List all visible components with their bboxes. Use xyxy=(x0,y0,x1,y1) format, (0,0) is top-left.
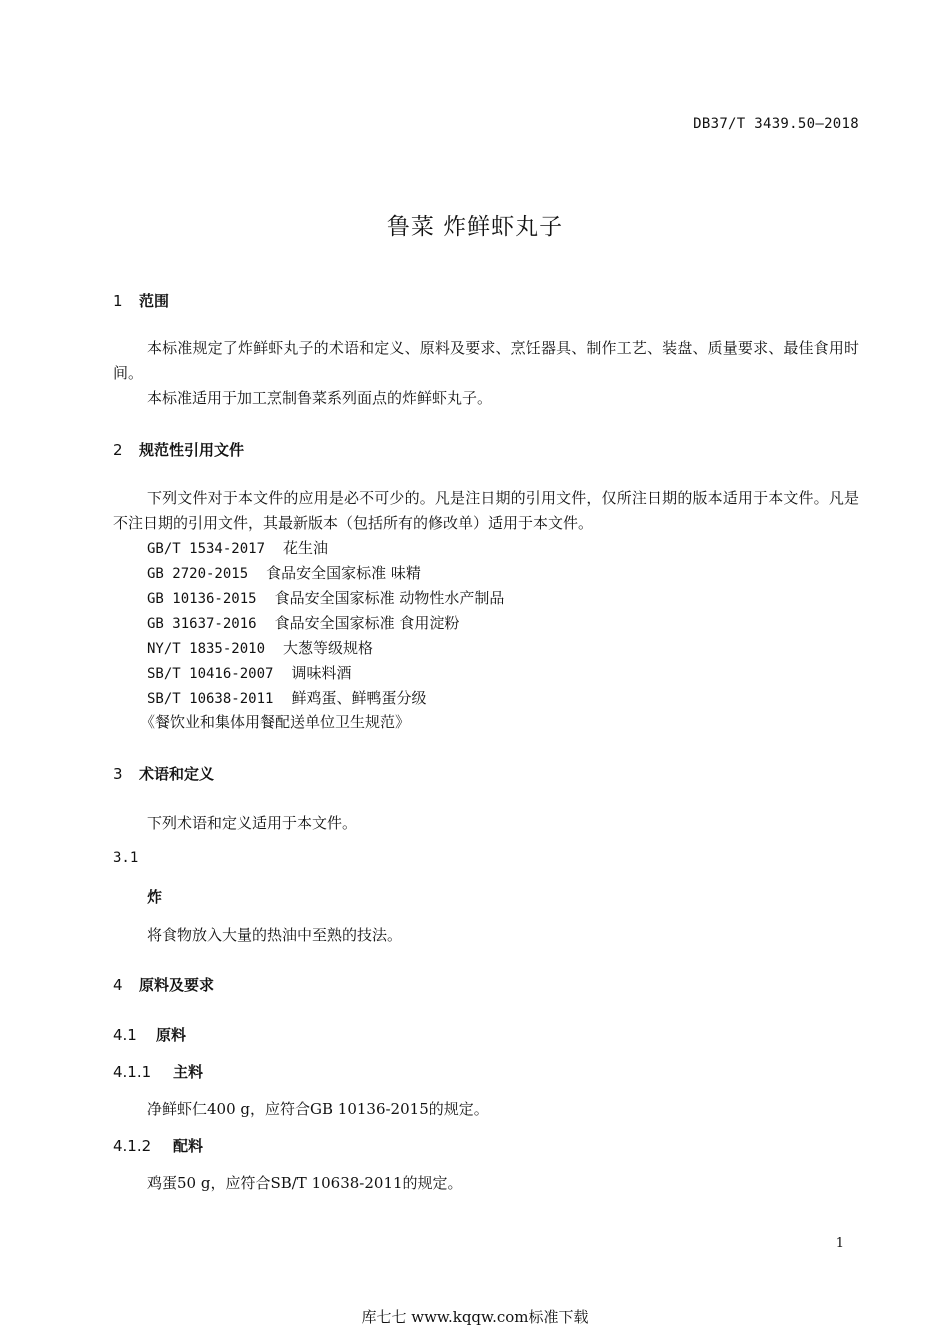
reference-code: SB/T 10416-2007 xyxy=(147,666,274,682)
term-name: 炸 xyxy=(147,888,163,906)
references-intro: 下列文件对于本文件的应用是必不可少的。凡是注日期的引用文件，仅所注日期的版本适用于本文件。凡是不注日期的引用文件，其最新版本（包括所有的修改单）适用于本文件。 xyxy=(113,489,859,532)
reference-name: 花生油 xyxy=(283,539,329,557)
document-title: 鲁菜 炸鲜虾丸子 xyxy=(386,214,564,240)
reference-item xyxy=(147,587,504,608)
reference-code: GB/T 1534-2017 xyxy=(147,541,266,557)
term-definition: 将食物放入大量的热油中至熟的技法。 xyxy=(147,926,403,944)
section-number: 4.1 xyxy=(113,1026,137,1044)
reference-item xyxy=(147,612,459,633)
section-4-1-heading xyxy=(113,1024,186,1045)
reference-code: GB 2720-2015 xyxy=(147,566,249,582)
page-number: 1 xyxy=(835,1236,844,1251)
section-number: 2 xyxy=(113,441,123,459)
auxiliary-ingredient-text: 鸡蛋50 g，应符合SB/T 10638-2011的规定。 xyxy=(147,1174,463,1192)
reference-name: 食品安全国家标准 味精 xyxy=(266,564,421,582)
section-2-heading xyxy=(113,439,244,460)
section-1-heading xyxy=(113,290,169,311)
footer-watermark-text: 库七七 www.kqqw.com标准下载 xyxy=(361,1308,589,1326)
section-title: 术语和定义 xyxy=(139,765,215,783)
standard-number: DB37/T 3439.50—2018 xyxy=(693,116,859,132)
section-3-heading xyxy=(113,763,214,784)
section-number: 4 xyxy=(113,976,123,994)
reference-code: NY/T 1835-2010 xyxy=(147,641,266,657)
reference-item xyxy=(147,662,351,683)
reference-name: 鲜鸡蛋、鲜鸭蛋分级 xyxy=(291,689,427,707)
section-number: 3 xyxy=(113,765,123,783)
reference-extra: 《餐饮业和集体用餐配送单位卫生规范》 xyxy=(140,713,411,731)
section-title: 范围 xyxy=(139,292,170,310)
section-title: 原料及要求 xyxy=(139,976,215,994)
section-number: 4.1.1 xyxy=(113,1063,152,1081)
reference-item xyxy=(147,637,373,658)
reference-item xyxy=(147,537,328,558)
section-title: 原料 xyxy=(156,1026,187,1044)
term-number: 3.1 xyxy=(113,850,139,866)
section-number: 1 xyxy=(113,292,123,310)
section-4-heading xyxy=(113,974,214,995)
main-ingredient-text: 净鲜虾仁400 g，应符合GB 10136-2015的规定。 xyxy=(147,1100,489,1118)
terms-intro: 下列术语和定义适用于本文件。 xyxy=(147,814,358,832)
reference-name: 大葱等级规格 xyxy=(283,639,374,657)
reference-item xyxy=(147,687,426,708)
section-title: 配料 xyxy=(173,1137,204,1155)
reference-code: SB/T 10638-2011 xyxy=(147,691,274,707)
reference-name: 食品安全国家标准 动物性水产制品 xyxy=(274,589,505,607)
section-number: 4.1.2 xyxy=(113,1137,152,1155)
scope-paragraph-2: 本标准适用于加工烹制鲁菜系列面点的炸鲜虾丸子。 xyxy=(147,389,493,407)
section-4-1-1-heading xyxy=(113,1061,203,1082)
section-title: 规范性引用文件 xyxy=(139,441,245,459)
reference-code: GB 31637-2016 xyxy=(147,616,257,632)
reference-item xyxy=(147,562,421,583)
scope-paragraph-1: 本标准规定了炸鲜虾丸子的术语和定义、原料及要求、烹饪器具、制作工艺、装盘、质量要求、最佳食用时间。 xyxy=(113,339,859,382)
section-title: 主料 xyxy=(173,1063,204,1081)
reference-name: 调味料酒 xyxy=(291,664,352,682)
section-4-1-2-heading xyxy=(113,1135,203,1156)
reference-name: 食品安全国家标准 食用淀粉 xyxy=(274,614,460,632)
reference-code: GB 10136-2015 xyxy=(147,591,257,607)
